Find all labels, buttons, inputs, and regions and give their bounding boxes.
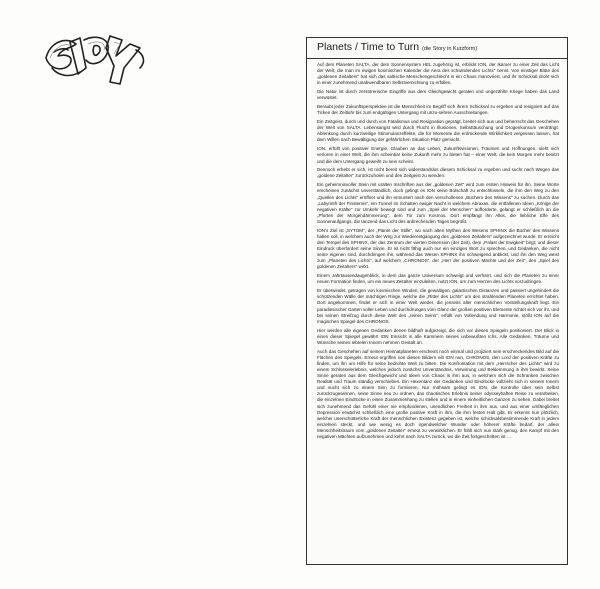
title-main: Planets / Time to Turn — [317, 41, 420, 53]
story-panel — [306, 37, 568, 565]
story-paragraph: Ein geheimnisvoller Stein mit uralten Inschriften aus der „goldenen Zeit" wird zum ersten Hinweis für ihn. Seine Worte erscheinen zunächst unverständlich, doch gelingt es ION seine Botschaft zu entschlüsseln, die ihm den Weg zu den „Quellen des Lichts" eröffnet und ihn ermuntert nach den verschollenen „Büchern des Wissens" zu suchen. Durch das „Labyrinth der Finsternis", ein Tunnel im Schatten ewiger Nacht in welchem Abraxas, die entfallenen Ideen „Könige der negativen Kräfte" zur Umkehr bewegt sind und zum „Spiel der Menschen" aufforderte, gelangt er schließlich an die „Pforten der Morgendämmerung", dem Tor zum Kosmos. Dort empfängt ihn Alkis, die liebliche Elfe des Sonnenaufgangs, die tanzend das Licht des anbrechenden Tages begrüßt. — [317, 182, 559, 224]
story-paragraph: Er überwindet, getragen von kosmischen Winden, die gewaltigen, galactischen Distanzen und passiert ungehindert die schützenden Wälle der mächtigen Ringe, welche die „Ritter des Lichts" um den strahlenden Planeten errichtet haben. Dort angekommen, findet er sich in einer Welt wieder, die jenseits aller menschlichen Vorstellungskraft liegt. Ein paradiesischer Garten voller Leben und durchdrungen vom Glanz der großen positiven Elemente richtet sich vor ihr, und bei seinen Streifzug durch diese Welt des „reinen Seins", erfüllt von Vollendung und Harmonie, stößt ION auf die magischen Spiegel des CHRONOS. — [317, 288, 559, 324]
story-paragraph: Ein Zeitgeist, durch und durch von Fatalismus und Resignation geprägt, breitet sich aus und beherrscht das Geschehen der Welt von SALTA. Lebensangst wird durch Flucht in Illusionen, Selbsttäuschung und Drogenkonsum verdrängt. Ablenkung durch kurzweilige Stimmulanzeffekte, die für Momente die erdrückende Wirklichkeit vergessen lassen, hat dem Willen nach Bewältigung der gefährlichen Situation Platz gemacht. — [317, 119, 559, 143]
title-divider — [307, 58, 567, 59]
story-paragraph: Dennoch erhebt er sich, ist nicht bereit sich widerstandslos diesem Schicksal zu ergeben und sucht nach Wegen das „goldene Zeitalter" zurückzuholen und den Zeitgeist zu wenden. — [317, 167, 559, 179]
story-text — [317, 62, 559, 560]
title-subtitle: (die Story in Kurzform) — [422, 46, 478, 52]
story-paragraph: ION's Ziel ist „SYTOM", der „Planet der Stille", wo nach alten Mythen des Wesens SPHINX die Bücher des Wissens halten soll, in welchem auch der Weg zur Wiederentgangung des „goldenen Zeitalters" aufgezeichnet wurde. Er erreicht den Tempel des SPHINX, der das Zentrum der vierten Dimension (der Zeit), dem „Palast der Ewigkeit" birgt; und dieser Eindruck überfordert seine Sinne. Er ist nicht fähig auch nur ein einziges Wort zu sprechen, und Gedanken, die nicht seine eigenen sind, durchdringen ihn, während das Wesen SPHINX ihn schweigend anblickt, und ihn den Weg weist zum „Planeten des Lichts", auf welchem „CHRONOS", der „Herr der positiven Mächte und der Zeit", den „Spiel des goldenen Zeitalters" wirkt. — [317, 227, 559, 270]
story-paragraph: Einem Jahrtausendaugenblick, in dem das ganze Universum schweigt und verharrt, und sich die Planeten zu einer neuen Formation finden, um ein neues Zeitalter einzuleiten, nutzt ION, um zum Herzen des Lichts vorzudringen. — [317, 273, 559, 285]
story-paragraph: Hier werden alle eigenen Gedanken denen bildhaft aufgezeigt, die sich vor diesen Spiegeln positioniert. Der Blick in einen dieser Spiegel gewährt ION Einsicht in alle Kammern seines unbewußten Ichs. Alle Gedanken, Träume und Wünsche seines Iebtelen Innern nehmen Gestalt an. — [317, 327, 559, 345]
story-paragraph: Auch das Geschehen auf seinem Heimatplaneten erscheint noch einmal und projiziert sein erschreckendes Bild auf die Flächen des Spiegels. Erneut ergriffen von diesen Bildern eilt ION nun, CHRONOS, den Lord der positiven Kräfte zu finden, um ihn um Hilfe für seine bedrohte Welt zu bitten. Die Konfrontation mit dem „Herrscher des Lichts" wird zu einem Schlüsselerlebnis, welches jedoch zunächst Unverständnis, Verwirrung und Beklemmung in ihm bewirkt. Seine Sinne geraten aus dem Gleichgewicht und Ideen von Chaos in ihm aus, in welchem sich die Schranken zwischen Realität und Traum ständig verschieben. Ein Hexentanz der Gedanken und Eindrücke vollzieht sich in seinem Innern und sucht sich zu einem Sinn zu formieren. Nur mühsam gelingt es ION, die Kontrolle über sein Selbst zurückzugewinnen, seine Sinne neu zu ordnen, das chaotisches Erlebnis seiner odysseyhaften Reise zu verarbeiten, die einzelnen Eindrücke in einen Zusammenhang zu stellen und in einem einheitlichen Ganzen zu sehen. Dabei breitet sich zunehmend das Gefühl einer nie empfundenen, unendlichen Freiheit in ihm aus, und aus einer umfänglichen Depression erwächst schließlich eine große positive Kraft in ihm, die ihm festen Halt gibt. Er erkennt nun plötzlich, welcher unerschütterliche Kraft der menschlichen Existenz gegeben ist, welche schicksalsbestimmende Kraft in jedem einzelnen steckt, und wie wenig es doch irgendwelcher Wunder oder höherer Kräfte bedarf, der allein Menschheitstraum vom „goldenen Zeitalter" erneut zu verwirklichen. Er fühlt sich nun stark genug, den Kampf mit den negativen Mächten aufzunehmen und kehrt nach SALTA zurück, wo die Zeit fortgeschritten ist … — [317, 348, 559, 440]
eloy-logo — [40, 28, 152, 88]
story-paragraph: ION, erfüllt von positiver Energie, Glauben an das Leben, Zukunftsvisionen, Träumen und Hoffnungen, sieht sich verloren in einer Welt, die ihm scheinbar keine Zukunft mehr zu bieten hat – einer Welt, die kein Morgen mehr besitzt und die dem Untergang geweiht zu sein scheint. — [317, 146, 559, 164]
page-title — [317, 41, 477, 53]
eloy-logo-icon — [40, 28, 152, 88]
story-paragraph: Die Natur ist durch zerstörerische Eingriffe aus dem Gleichgewicht geraten und ungezählte Kriege haben das Land verwüstet. — [317, 89, 559, 101]
story-paragraph: Auf dem Planeten SALTA, der dem Sonnensystem HEL zugehörig ist, erblickt ION, der Ikarxer zu einer Zeit das Licht der Welt, die man im ewigen kosmischen Kalender die Aera des schwindenden Lichts" nennt. Von einstiger Blüte des „goldenen Zeitalters" hat sich das saltische Menschengeschlecht in ein Chaos manövriert, und ihr Schicksal droht sich in einer zunehmend unabwendbaren Selbstvernichtung zu erfüllen. — [317, 62, 559, 86]
story-paragraph: Beraubt jeder Zukunftsperspektive ist die Menschheit im Begriff sich ihrem Schicksal zu ergeben und resigniert auf das Ticken der Zeitluhr bis zum endgültigen Untergang mit unzu-sehren Ausschreitungen. — [317, 104, 559, 116]
